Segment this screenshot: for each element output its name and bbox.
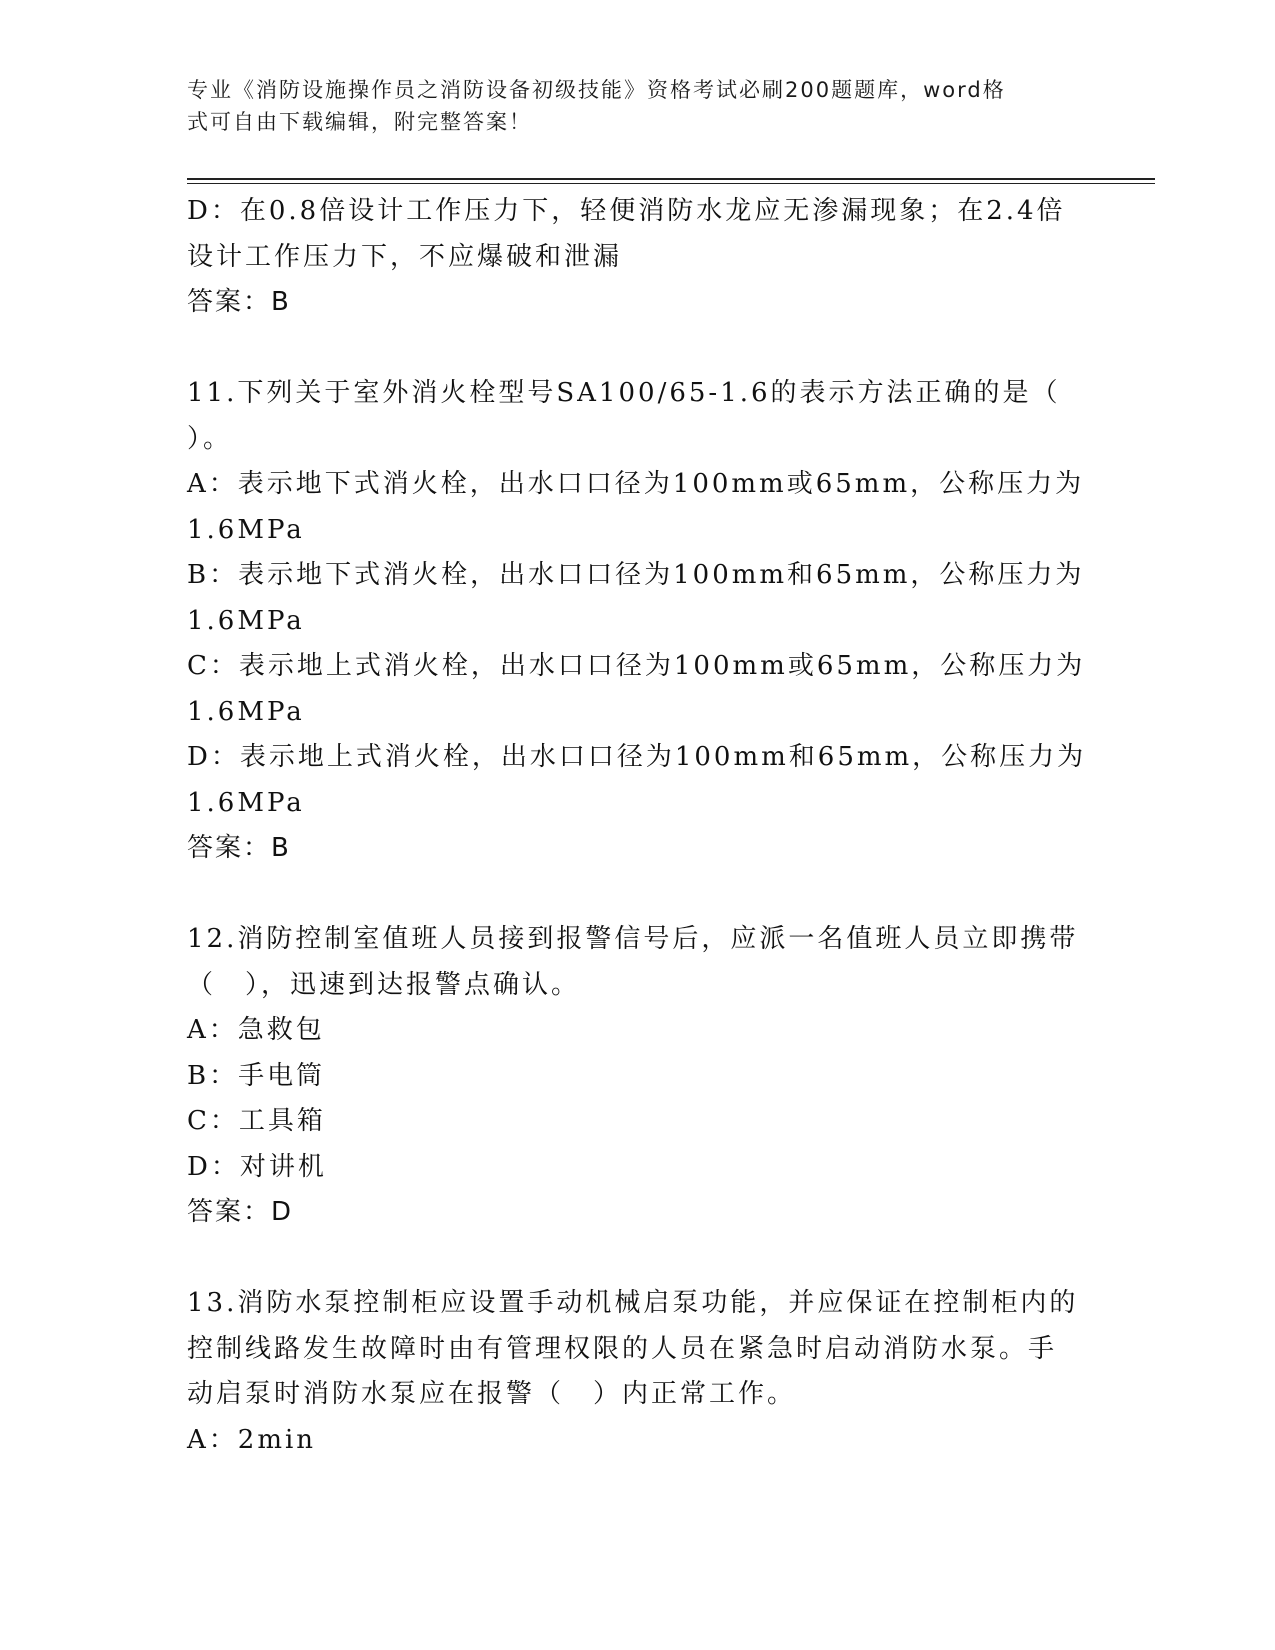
option-a: A：2min (187, 1424, 317, 1455)
document-header (187, 74, 1067, 138)
option-d-line-1: D：在0.8倍设计工作压力下，轻便消防水龙应无渗漏现象；在2.4倍 (187, 196, 1066, 226)
header-line-1: 专业《消防设施操作员之消防设备初级技能》资格考试必刷200题题库，word格 (187, 78, 1006, 102)
answer: 答案：B (187, 287, 291, 317)
option-c: C：工具箱 (187, 1106, 326, 1136)
option-c-line-1: C：表示地上式消火栓，出水口口径为100mm或65mm，公称压力为 (187, 651, 1086, 681)
question-13 (187, 1281, 1087, 1463)
question-stem-line-1: 12.消防控制室值班人员接到报警信号后，应派一名值班人员立即携带 (187, 924, 1079, 954)
question-stem-line-2: 控制线路发生故障时由有管理权限的人员在紧急时启动消防水泵。手 (187, 1333, 1058, 1364)
option-d: D：对讲机 (187, 1151, 327, 1182)
header-line-2: 式可自由下载编辑，附完整答案！ (187, 110, 532, 134)
answer: 答案：D (187, 1197, 294, 1227)
option-d-line-2: 1.6MPa (187, 787, 305, 818)
option-a-line-1: A：表示地下式消火栓，出水口口径为100mm或65mm，公称压力为 (187, 469, 1085, 499)
header-rule-thin (187, 183, 1155, 184)
question-stem-line-1: 13.消防水泵控制柜应设置手动机械启泵功能，并应保证在控制柜内的 (187, 1288, 1079, 1318)
question-12 (187, 917, 1087, 1236)
option-b-line-1: B：表示地下式消火栓，出水口口径为100mm和65mm，公称压力为 (187, 560, 1085, 590)
option-a-line-2: 1.6MPa (187, 514, 305, 545)
option-d-line-2: 设计工作压力下，不应爆破和泄漏 (187, 241, 623, 272)
header-rule-thick (187, 178, 1155, 180)
option-c-line-2: 1.6MPa (187, 696, 305, 727)
answer: 答案：B (187, 833, 291, 863)
question-11 (187, 371, 1087, 872)
question-stem-line-3: 动启泵时消防水泵应在报警（ ）内正常工作。 (187, 1379, 797, 1409)
option-a: A：急救包 (187, 1015, 325, 1045)
question-stem-line-1: 11.下列关于室外消火栓型号SA100/65-1.6的表示方法正确的是（ (187, 378, 1061, 408)
option-b-line-2: 1.6MPa (187, 605, 305, 636)
prev-question-tail (187, 189, 1087, 326)
document-body (187, 189, 1087, 1463)
question-stem-line-2: ）。 (187, 423, 233, 454)
option-d-line-1: D：表示地上式消火栓，出水口口径为100mm和65mm，公称压力为 (187, 742, 1087, 772)
question-stem-line-2: （ ），迅速到达报警点确认。 (187, 969, 581, 1000)
option-b: B：手电筒 (187, 1060, 326, 1091)
